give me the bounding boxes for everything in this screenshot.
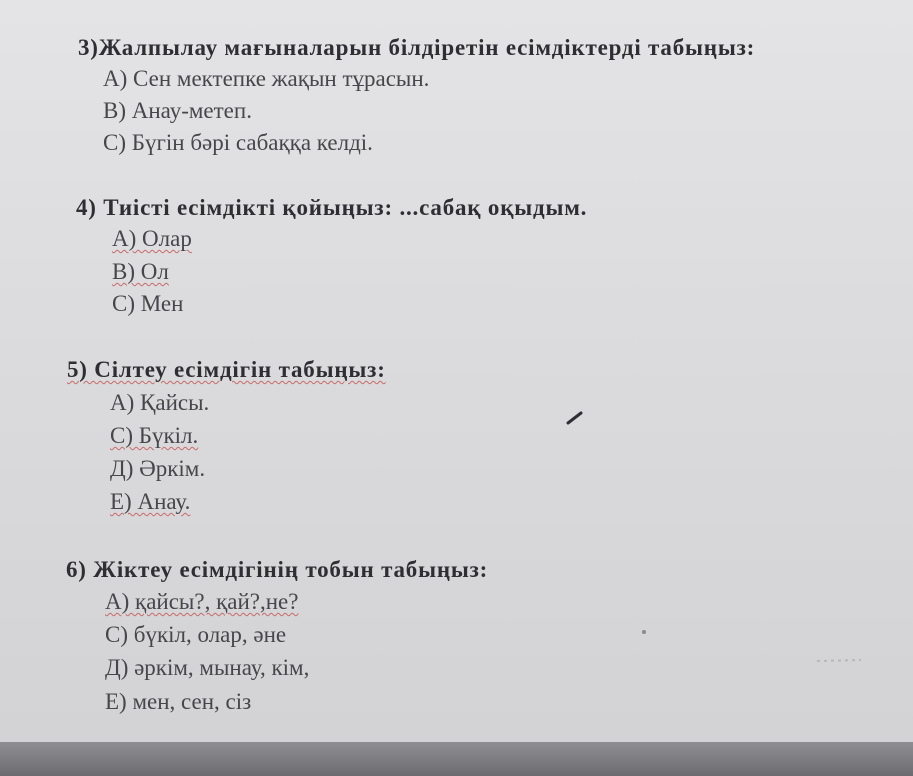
question-3-option-c: C) Бүгін бәрі сабаққа келді. xyxy=(103,130,373,155)
question-3-prompt: 3)Жалпылау мағыналарын білдіретін есімдіктерді табыңыз: xyxy=(78,35,756,60)
question-4-option-a: A) Олар xyxy=(112,226,192,251)
question-3-option-a: A) Сен мектепке жақын тұрасын. xyxy=(103,66,430,91)
question-5-option-d: Д) Әркім. xyxy=(110,456,206,481)
desk-edge xyxy=(0,742,913,776)
question-5-option-c: C) Бүкіл. xyxy=(110,423,199,448)
question-6-option-d: Д) әркім, мынау, кім, xyxy=(105,655,310,680)
question-6-prompt: 6) Жіктеу есімдігінің тобын табыңыз: xyxy=(66,557,489,582)
question-6-option-c: C) бүкіл, олар, әне xyxy=(105,622,287,647)
smudge-mark xyxy=(815,656,865,666)
question-4-option-c: C) Мен xyxy=(112,291,184,316)
question-5-option-e: E) Анау. xyxy=(110,489,191,514)
question-6-option-e: E) мен, сен, сіз xyxy=(105,689,252,714)
question-4-prompt: 4) Тиісті есімдікті қойыңыз: ...сабақ оқыдым. xyxy=(76,195,588,220)
question-4-option-b: B) Ол xyxy=(112,259,169,284)
question-3-option-b: B) Анау-метеп. xyxy=(103,98,252,123)
question-5-prompt: 5) Сілтеу есімдігін табыңыз: xyxy=(67,357,386,382)
question-6-option-a: A) қайсы?, қай?,не? xyxy=(105,589,299,614)
question-5-option-a: A) Қайсы. xyxy=(110,390,210,415)
dust-speck xyxy=(640,628,648,636)
pencil-mark xyxy=(565,410,585,426)
